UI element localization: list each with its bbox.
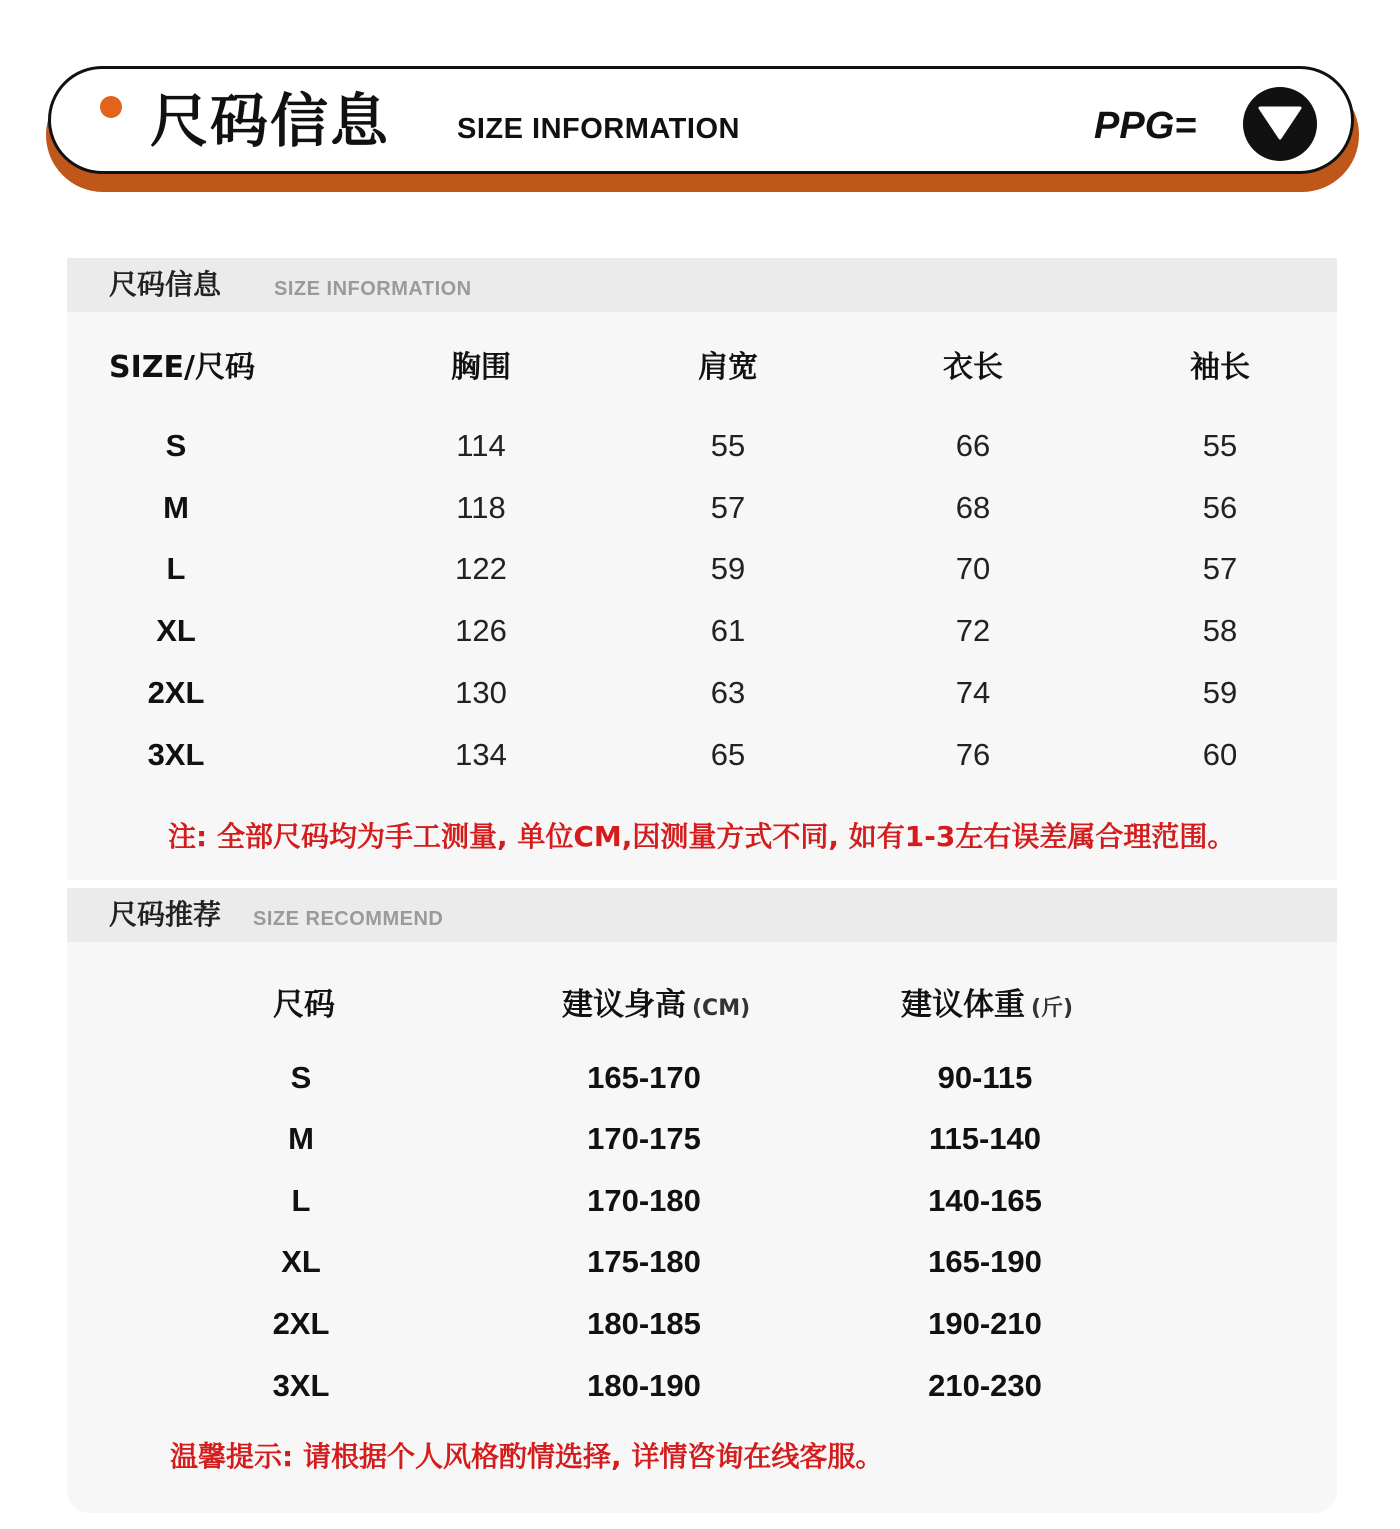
height-range-cell: 170-175 bbox=[587, 1121, 701, 1156]
measurement-cell: 57 bbox=[710, 490, 746, 525]
size-col-header: 胸围 bbox=[451, 350, 511, 385]
measurement-cell: 60 bbox=[1202, 737, 1238, 772]
measurement-cell: 55 bbox=[710, 428, 746, 463]
measurement-cell: 63 bbox=[710, 675, 746, 710]
height-range-cell: 175-180 bbox=[587, 1244, 701, 1279]
size-recommend-heading: 尺码推荐 bbox=[109, 898, 222, 931]
size-label-cell: M bbox=[163, 490, 189, 525]
weight-range-cell: 115-140 bbox=[928, 1121, 1042, 1156]
recommend-col-header bbox=[273, 986, 335, 1024]
weight-range-cell: 90-115 bbox=[937, 1060, 1033, 1095]
measurement-cell: 57 bbox=[1202, 551, 1238, 586]
banner-subtitle: SIZE INFORMATION bbox=[457, 113, 740, 145]
measurement-cell: 59 bbox=[710, 551, 746, 586]
size-col-header: 衣长 bbox=[943, 350, 1003, 385]
height-range-cell: 180-185 bbox=[587, 1306, 701, 1341]
size-label-cell: L bbox=[166, 551, 186, 586]
height-range-cell: 165-170 bbox=[587, 1060, 701, 1095]
weight-range-cell: 140-165 bbox=[928, 1183, 1042, 1218]
measurement-note: 注: 全部尺码均为手工测量, 单位CM,因测量方式不同, 如有1-3左右误差属合理范围。 bbox=[168, 820, 1236, 853]
size-label-cell: 2XL bbox=[147, 675, 205, 710]
height-range-cell: 170-180 bbox=[587, 1183, 701, 1218]
accent-dot-icon bbox=[100, 96, 122, 118]
measurement-cell: 61 bbox=[710, 613, 746, 648]
recommend-col-unit: (CM) bbox=[692, 996, 751, 1021]
size-col-header: 袖长 bbox=[1190, 350, 1250, 385]
measurement-cell: 72 bbox=[955, 613, 991, 648]
size-info-heading-en: SIZE INFORMATION bbox=[274, 278, 472, 300]
size-recommend-header bbox=[67, 888, 1337, 942]
size-info-header bbox=[67, 258, 1337, 312]
measurement-cell: 76 bbox=[955, 737, 991, 772]
triangle-down-icon bbox=[1258, 106, 1302, 142]
recommend-size-cell: L bbox=[291, 1183, 311, 1218]
brand-logo bbox=[1092, 102, 1204, 146]
recommend-col-header bbox=[901, 986, 1073, 1028]
measurement-cell: 66 bbox=[955, 428, 991, 463]
measurement-cell: 114 bbox=[456, 428, 506, 463]
height-range-cell: 180-190 bbox=[587, 1368, 701, 1403]
size-recommend-heading-en: SIZE RECOMMEND bbox=[253, 908, 444, 930]
tips-note: 温馨提示: 请根据个人风格酌情选择, 详情咨询在线客服。 bbox=[170, 1440, 884, 1473]
recommend-size-cell: S bbox=[290, 1060, 312, 1095]
measurement-cell: 59 bbox=[1202, 675, 1238, 710]
recommend-size-cell: M bbox=[288, 1121, 314, 1156]
recommend-size-cell: 2XL bbox=[272, 1306, 330, 1341]
weight-range-cell: 210-230 bbox=[928, 1368, 1042, 1403]
measurement-cell: 126 bbox=[455, 613, 507, 648]
measurement-cell: 58 bbox=[1202, 613, 1238, 648]
measurement-cell: 74 bbox=[955, 675, 991, 710]
measurement-cell: 130 bbox=[455, 675, 507, 710]
weight-range-cell: 165-190 bbox=[928, 1244, 1042, 1279]
size-label-cell: XL bbox=[156, 613, 196, 648]
size-col-header: 肩宽 bbox=[698, 350, 758, 385]
measurement-cell: 70 bbox=[955, 551, 991, 586]
scroll-down-button[interactable] bbox=[1243, 87, 1317, 161]
recommend-col-label: 建议身高 bbox=[562, 987, 686, 1023]
size-info-heading: 尺码信息 bbox=[109, 268, 222, 301]
recommend-col-header bbox=[562, 986, 750, 1028]
measurement-cell: 56 bbox=[1202, 490, 1238, 525]
measurement-cell: 68 bbox=[955, 490, 991, 525]
size-label-cell: 3XL bbox=[147, 737, 205, 772]
recommend-size-cell: 3XL bbox=[272, 1368, 330, 1403]
recommend-col-label: 尺码 bbox=[273, 987, 335, 1023]
weight-range-cell: 190-210 bbox=[928, 1306, 1042, 1341]
measurement-cell: 122 bbox=[455, 551, 507, 586]
measurement-cell: 65 bbox=[710, 737, 746, 772]
measurement-cell: 55 bbox=[1202, 428, 1238, 463]
measurement-cell: 118 bbox=[456, 490, 506, 525]
recommend-size-cell: XL bbox=[281, 1244, 321, 1279]
size-label-cell: S bbox=[165, 428, 187, 463]
banner-title: 尺码信息 bbox=[150, 87, 391, 155]
brand-logo-text: PPG= bbox=[1094, 105, 1197, 146]
recommend-col-label: 建议体重 bbox=[901, 987, 1025, 1023]
measurement-cell: 134 bbox=[455, 737, 507, 772]
recommend-col-unit: (斤) bbox=[1031, 996, 1074, 1021]
size-col-header: SIZE/尺码 bbox=[109, 350, 255, 385]
